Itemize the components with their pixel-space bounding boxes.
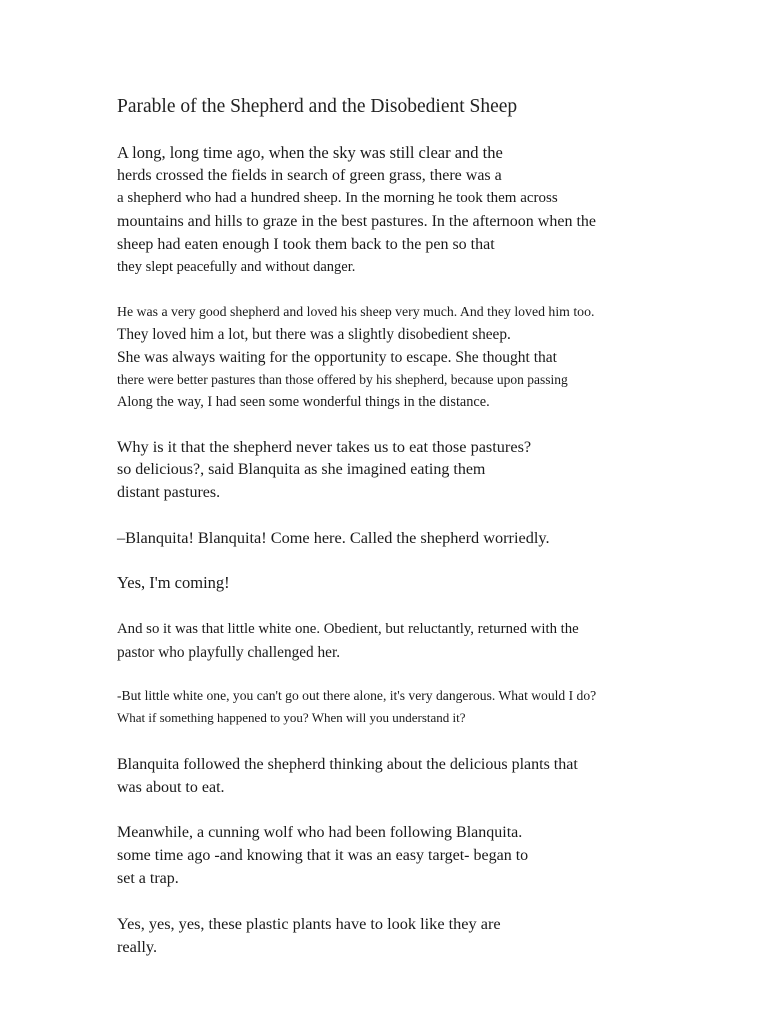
text-line: so delicious?, said Blanquita as she imagined eating them <box>117 461 486 478</box>
text-line: He was a very good shepherd and loved his sheep very much. And they loved him too. <box>117 304 595 319</box>
paragraph-6 <box>117 617 737 665</box>
paragraph-10 <box>117 912 737 958</box>
text-line: –Blanquita! Blanquita! Come here. Called the shepherd worriedly. <box>117 528 550 547</box>
text-line: Yes, yes, yes, these plastic plants have to look like they are <box>117 914 501 933</box>
paragraph-7 <box>117 685 737 729</box>
text-line: Blanquita followed the shepherd thinking about the delicious plants that <box>117 756 578 773</box>
text-line: pastor who playfully challenged her. <box>117 644 341 661</box>
document-page <box>117 93 737 958</box>
text-line: set a trap. <box>117 870 179 887</box>
paragraph-3 <box>117 435 737 504</box>
text-line: A long, long time ago, when the sky was still clear and the <box>117 143 503 162</box>
text-line: mountains and hills to graze in the best pastures. In the afternoon when the <box>117 213 596 230</box>
text-line: some time ago -and knowing that it was an easy target- began to <box>117 847 529 864</box>
text-line: Yes, I'm coming! <box>117 573 230 592</box>
paragraph-8 <box>117 753 737 799</box>
document-title: Parable of the Shepherd and the Disobedient Sheep <box>117 96 518 117</box>
text-line: sheep had eaten enough I took them back to the pen so that <box>117 236 495 253</box>
text-line: What if something happened to you? When will you understand it? <box>117 710 466 725</box>
text-line: a shepherd who had a hundred sheep. In the morning he took them across <box>117 190 558 206</box>
text-line: distant pastures. <box>117 484 221 501</box>
text-line: really. <box>117 937 158 956</box>
text-line: They loved him a lot, but there was a slightly disobedient sheep. <box>117 326 511 343</box>
paragraph-1 <box>117 141 737 279</box>
paragraph-2 <box>117 301 737 413</box>
text-line: And so it was that little white one. Obedient, but reluctantly, returned with the <box>117 621 579 637</box>
paragraph-4 <box>117 526 737 549</box>
text-line: herds crossed the fields in search of green grass, there was a <box>117 167 502 184</box>
paragraph-9 <box>117 821 737 890</box>
text-line: there were better pastures than those offered by his shepherd, because upon passing <box>117 372 568 387</box>
text-line: Meanwhile, a cunning wolf who had been following Blanquita. <box>117 824 523 841</box>
text-line: they slept peacefully and without danger. <box>117 259 356 275</box>
paragraph-5 <box>117 571 737 595</box>
text-line: Along the way, I had seen some wonderful things in the distance. <box>117 394 490 410</box>
text-line: was about to eat. <box>117 779 225 796</box>
text-line: She was always waiting for the opportunity to escape. She thought that <box>117 349 557 366</box>
text-line: -But little white one, you can't go out there alone, it's very dangerous. What would I do? <box>117 688 597 703</box>
text-line: Why is it that the shepherd never takes us to eat those pastures? <box>117 437 532 456</box>
